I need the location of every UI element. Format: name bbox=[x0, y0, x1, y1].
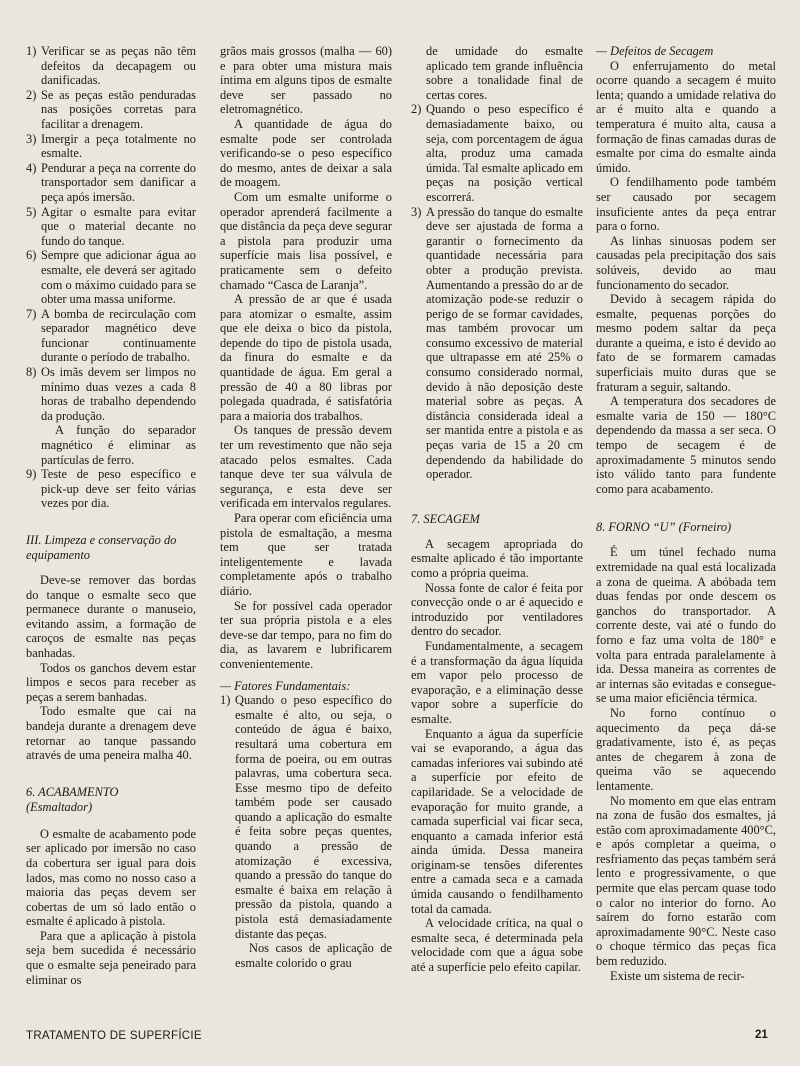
fatores-list bbox=[220, 693, 392, 970]
list-item: 6) Sempre que adicionar água ao esmalte, ele deverá ser agitado com o máximo cuidado para se obter uma massa uniforme. bbox=[26, 248, 196, 307]
paragraph: Fundamentalmente, a secagem é a transformação da água líquida em vapor pelo processo de evaporação, e a eliminação desse vapor sobre a superfície do esmalte. bbox=[411, 638, 583, 726]
paragraph: Todo esmalte que cai na bandeja durante a drenagem deve retornar ao tanque passando através de uma peneira malha 40. bbox=[26, 704, 196, 763]
paragraph: Deve-se remover das bordas do tanque o esmalte seco que permanece durante o manuseio, evitando assim, a formação de caroços de esmalte nas peças banhadas. bbox=[26, 573, 196, 660]
subheading-defeitos: — Defeitos de Secagem bbox=[596, 44, 714, 58]
paragraph: Para operar com eficiência uma pistola de esmaltação, a mesma tem que ser tratada inteligentemente e lavada completamente após o trabalho diário. bbox=[220, 511, 392, 598]
paragraph: No momento em que elas entram na zona de fusão dos esmaltes, já estão com aproximadamente 400°C, e após completar a queima, o resfriamento das peças também será lento e progressivamente, o que permite que elas percam quase todo o calor no interior do forno. Ao saírem do forno estarão com aproximadamente 90°C. Neste caso o choque térmico das peças fica bem reduzido. bbox=[596, 793, 776, 969]
footer-publication-title: TRATAMENTO DE SUPERFÍCIE bbox=[26, 1030, 202, 1042]
paragraph: O enferrujamento do metal ocorre quando a secagem é muito lenta; quando a umidade relativa do ar é muito alta e quando a temperatura é muito alta, causa a formação de finas camadas duras de esmalte por cima do esmalte ainda úmido. bbox=[596, 58, 776, 175]
list-item: 7) A bomba de recirculação com separador magnético deve funcionar continuamente durante o período de trabalho. bbox=[26, 306, 196, 365]
list-item: 1) Quando o peso específico do esmalte é alto, ou seja, o conteúdo de água é baixo, resultará uma cobertura em forma de poeira, ou em outras palavras, uma cobertura seca. Esse mesmo tipo de defeito também pode ser causado quando a aplicação do esmalte é feita sobre peças quentes, quando a pressão de atomização é excessiva, quando a pressão do tanque do esmalte é baixa em relação à pressão da pistola, quando a pistola está demasiadamente distante das peças. Nos casos de aplicação de esmalte colorido o grau bbox=[220, 693, 392, 970]
paragraph: A velocidade crítica, na qual o esmalte seca, é determinada pela velocidade com que a água sobe até a superfície pelo efeito capilar. bbox=[411, 916, 583, 975]
paragraph: Devido à secagem rápida do esmalte, pequenas porções do mesmo podem saltar da peça durante a queima, e isto é devido ao fato de se formarem camadas superficiais muito duras que se fraturam a seguir, saltando. bbox=[596, 292, 776, 394]
section-heading-acabamento bbox=[26, 785, 196, 815]
list-item: 2) Quando o peso específico é demasiadamente baixo, ou seja, com porcentagem de água alta, produz uma camada úmida. Tal esmalte aplicado em peças na posição vertical escorrerá. bbox=[411, 102, 583, 204]
paragraph: grãos mais grossos (malha — 60) e para obter uma mistura mais íntima em alguns tipos de esmalte deve ser passado no eletromagnético. bbox=[220, 44, 392, 117]
paragraph: Se for possível cada operador ter sua própria pistola e a eles deve-se dar tempo, para no fim do dia, as lavarem e lubrificarem convenientemente. bbox=[220, 598, 392, 671]
section-heading-secagem: 7. SECAGEM bbox=[411, 511, 480, 526]
column-3 bbox=[411, 44, 583, 975]
page-number: 21 bbox=[755, 1029, 768, 1041]
list-item: 8) Os imãs devem ser limpos no mínimo duas vezes a cada 8 horas de trabalho dependendo da produção. A função do separador magnético é eliminar as partículas de ferro. bbox=[26, 365, 196, 467]
section-heading-cleaning: III. Limpeza e conservação do equipamento bbox=[26, 533, 177, 562]
paragraph: É um túnel fechado numa extremidade na qual está localizada a zona de queima. A abóbada tem duas fendas por onde descem os ganchos do transportador. A corrente deste, vai até o fundo do forno e faz uma volta de 180° e volta para entrada paralelamente à ida. Dessa maneira as correntes de ar internas são evitadas e consegue-se uma maior eficiência térmica. bbox=[596, 545, 776, 706]
paragraph: Os tanques de pressão devem ter um revestimento que não seja atacado pelos esmaltes. Cada tanque deve ter sua válvula de segurança, e esta deve ser verificada em intervalos regulares. bbox=[220, 423, 392, 511]
paragraph: A quantidade de água do esmalte pode ser controlada verificando-se o peso específico do mesmo, antes de deixar a sala de moagem. bbox=[220, 116, 392, 190]
fatores-list-cont bbox=[411, 44, 583, 482]
paragraph: Todos os ganchos devem estar limpos e secos para receber as peças a serem banhadas. bbox=[26, 660, 196, 704]
paragraph: Existe um sistema de recir- bbox=[610, 968, 745, 983]
paragraph: O fendilhamento pode também ser causado por secagem insuficiente antes da peça entrar para o forno. bbox=[596, 175, 776, 234]
subheading-fatores: — Fatores Fundamentais: bbox=[220, 678, 351, 693]
list-item: 2) Se as peças estão penduradas nas posições corretas para facilitar a drenagem. bbox=[26, 87, 196, 131]
paragraph: No forno contínuo o aquecimento da peça dá-se gradativamente, isto é, as peças antes de chegarem à zona de queima vão se aquecendo lentamente. bbox=[596, 705, 776, 793]
section-heading-forno: 8. FORNO “U” (Forneiro) bbox=[596, 520, 732, 535]
heading-subtitle: (Esmaltador) bbox=[26, 799, 93, 814]
paragraph: A secagem apropriada do esmalte aplicado é tão importante como a própria queima. bbox=[411, 536, 583, 580]
list-item: 1) Verificar se as peças não têm defeitos da decapagem ou danificadas. bbox=[26, 44, 196, 88]
paragraph: Enquanto a água da superfície vai se evaporando, a água das camadas inferiores vai subindo até a superfície por efeito de capilaridade. Se a velocidade de evaporação for muito grande, a camada superficial vai ficar seca, enquanto a camada inferior está ainda úmida. Dessa maneira originam-se tensões diferentes entre a camada seca e a camada úmida causando o fendilhamento total da camada. bbox=[411, 726, 583, 916]
list-item: 3) A pressão do tanque do esmalte deve ser ajustada de forma a garantir o fornecimento da quantidade necessária para obter a produção prevista. Aumentando a pressão do ar de atomização pode-se reduzir o perigo de se formar cavidades, mas também provocar um consumo excessivo de material que ultrapasse em até 25% o consumo considerado normal, devido à não deposição deste material sobre as peças. A distância considerada ideal a ser mantida entre a pistola e as peças varia de 15 a 20 cm dependendo da habilidade do operador. bbox=[411, 204, 583, 482]
list-item: 9) Teste de peso específico e pick-up deve ser feito várias vezes por dia. bbox=[26, 467, 196, 511]
paragraph: Com um esmalte uniforme o operador aprenderá facilmente a que distância da peça deve segurar a pistola para produzir uma superfície mais lisa possível, e praticamente sem o defeito chamado “Casca de Laranja”. bbox=[220, 189, 392, 292]
column-1 bbox=[26, 44, 196, 987]
paragraph: Para que a aplicação à pistola seja bem sucedida é necessário que o esmalte seja peneirado para eliminar os bbox=[26, 928, 196, 987]
paragraph: As linhas sinuosas podem ser causadas pela precipitação dos sais solúveis, devido ao mau funcionamento do secador. bbox=[596, 233, 776, 292]
heading-title: 6. ACABAMENTO bbox=[26, 784, 119, 799]
column-4 bbox=[596, 44, 776, 983]
paragraph: Nossa fonte de calor é feita por convecção onde o ar é aquecido e introduzido por ventiladores dentro do secador. bbox=[411, 580, 583, 639]
paragraph: O esmalte de acabamento pode ser aplicado por imersão no caso da cobertura ser igual para dois lados, mas como no nosso caso a maioria das peças devem ser cobertas de um só lado então o esmalte é aplicado à pistola. bbox=[26, 826, 196, 929]
paragraph: A pressão de ar que é usada para atomizar o esmalte, assim que ele deixa o bico da pistola, depende do tipo de pistola usada, da finura do esmalte e da quantidade de água. Em geral a pressão de 40 a 80 libras por polegada quadrada, é satisfatória para a maioria dos trabalhos. bbox=[220, 292, 392, 423]
list-item: 4) Pendurar a peça na corrente do transportador sem danificar a peça após imersão. bbox=[26, 160, 196, 204]
list-item: de umidade do esmalte aplicado tem grande influência sobre a tonalidade final de certas cores. bbox=[426, 44, 583, 102]
list-item: 3) Imergir a peça totalmente no esmalte. bbox=[26, 131, 196, 161]
list-item: 5) Agitar o esmalte para evitar que o material decante no fundo do tanque. bbox=[26, 204, 196, 248]
checklist-1 bbox=[26, 44, 196, 511]
paragraph: A temperatura dos secadores de esmalte varia de 150 — 180°C dependendo da massa a ser seca. O tempo de secagem é de aproximadamente 5 minutos sendo isto válido tanto para fundente como para acabamento. bbox=[596, 394, 776, 496]
column-2 bbox=[220, 44, 392, 970]
